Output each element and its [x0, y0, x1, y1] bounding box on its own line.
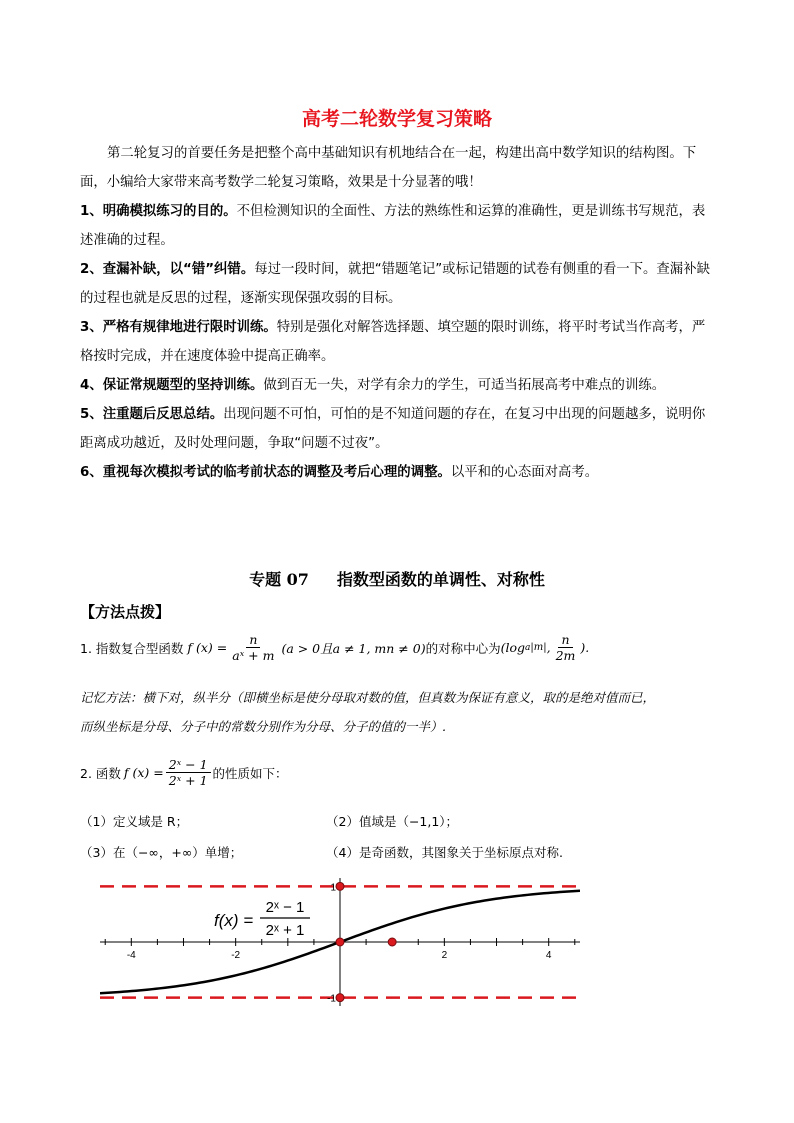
strategy-item-text-cont: 距离成功越近，及时处理问题，争取“问题不过夜”。 — [80, 436, 389, 451]
point-2-formula — [80, 757, 288, 788]
topic-name: 指数型函数的单调性、对称性 — [336, 570, 545, 589]
intro-line-2: 面，小编给大家带来高考数学二轮复习策略，效果是十分显著的哦！ — [80, 175, 482, 190]
strategy-item-text-cont: 述准确的过程。 — [80, 233, 174, 248]
strategy-item-1 — [80, 197, 730, 255]
graph-point — [336, 994, 344, 1002]
point-1-mid: 的对称中心为 — [425, 640, 501, 656]
point-1-fx: f (x) = — [187, 640, 228, 655]
intro-paragraph — [80, 139, 730, 197]
strategy-item-text: 每过一段时间，就把“错题笔记”或标记错题的试卷有侧重的看一下。查漏补缺 — [254, 262, 710, 277]
strategy-item-text-cont: 的过程也就是反思的过程，逐渐实现保强攻弱的目标。 — [80, 291, 402, 306]
point-1-formula — [80, 632, 589, 663]
function-graph — [100, 878, 580, 1006]
strategy-item-heading: 2、查漏补缺，以“错”纠错。 — [80, 262, 255, 277]
strategy-item-5 — [80, 400, 730, 458]
strategy-item-text: 以平和的心态面对高考。 — [450, 465, 599, 480]
point-1-center-numerator: n — [558, 632, 572, 648]
strategy-item-heading: 5、注重题后反思总结。 — [80, 407, 224, 422]
y-tick-label: 1 — [330, 882, 336, 894]
point-1-fraction — [229, 632, 277, 663]
formula-lhs: f(x) = — [214, 911, 254, 930]
strategy-item-6 — [80, 458, 730, 487]
page-title: 高考二轮数学复习策略 — [301, 108, 492, 130]
point-2-prefix: 2. 函数 — [80, 765, 121, 781]
strategy-item-text: 出现问题不可怕，可怕的是不知道问题的存在，在复习中出现的问题越多，说明你 — [223, 407, 706, 422]
strategy-item-4 — [80, 371, 730, 400]
point-2-fraction — [166, 757, 211, 788]
point-2-fx: f (x) = — [123, 765, 164, 780]
point-1-denominator: aˣ + m — [232, 648, 275, 663]
x-tick-label: 4 — [545, 950, 552, 961]
point-1-center-sub: a — [525, 642, 531, 653]
memory-line-1: 记忆方法：横下对，纵半分（即横坐标是使分母取对数的值，但真数为保证有意义，取的是绝对值而已， — [80, 690, 656, 705]
strategy-item-text: 特别是强化对解答选择题、填空题的限时训练，将平时考试当作高考，严 — [276, 320, 706, 335]
point-2-numerator: 2ˣ − 1 — [166, 757, 211, 773]
graph-point — [388, 938, 396, 946]
x-tick-label: -4 — [126, 950, 136, 961]
point-2-suffix: 的性质如下： — [212, 765, 288, 781]
graph-formula — [214, 899, 310, 939]
point-1-center-denominator: 2m — [555, 648, 576, 663]
memory-line-2: 而纵坐标是分母、分子中的常数分别作为分母、分子的值的一半）. — [80, 719, 447, 734]
graph-point — [336, 938, 344, 946]
point-1-center-left: (log — [500, 640, 525, 655]
strategy-item-text-cont: 格按时完成，并在速度体验中提高正确率。 — [80, 349, 335, 364]
topic-number: 专题 07 — [249, 570, 309, 589]
formula-denominator: 2ˣ + 1 — [265, 922, 305, 939]
property-monotonic: （3）在（−∞，+∞）单增； — [80, 845, 243, 860]
property-domain: （1）定义域是 R； — [80, 814, 189, 829]
point-1-center-abs: |m| — [530, 642, 547, 653]
point-1-comma: , — [546, 640, 551, 655]
y-tick-label: -1 — [327, 993, 336, 1005]
point-1-center-fraction — [553, 632, 579, 663]
x-tick-label: 2 — [441, 950, 448, 961]
strategy-item-heading: 3、严格有规律地进行限时训练。 — [80, 320, 277, 335]
strategy-item-2 — [80, 255, 730, 313]
point-2-denominator: 2ˣ + 1 — [168, 773, 208, 788]
strategy-item-text: 做到百无一失，对学有余力的学生，可适当拓展高考中难点的训练。 — [263, 378, 666, 393]
method-heading: 【方法点拨】 — [80, 603, 171, 621]
point-1-condition: (a > 0且a ≠ 1, mn ≠ 0) — [281, 640, 426, 656]
strategy-item-heading: 4、保证常规题型的坚持训练。 — [80, 378, 264, 393]
x-tick-label: -2 — [231, 950, 241, 961]
formula-numerator: 2ˣ − 1 — [265, 899, 305, 916]
property-range: （2）值域是（−1,1）； — [326, 814, 459, 829]
point-1-prefix: 1. 指数复合型函数 — [80, 640, 184, 656]
point-1-numerator: n — [246, 632, 260, 648]
strategy-item-text: 不但检测知识的全面性、方法的熟练性和运算的准确性，更是训练书写规范，表 — [236, 204, 706, 219]
intro-line-1: 第二轮复习的首要任务是把整个高中基础知识有机地结合在一起，构建出高中数学知识的结构图。下 — [107, 146, 697, 161]
strategy-item-heading: 1、明确模拟练习的目的。 — [80, 204, 237, 219]
memory-method — [80, 683, 730, 741]
property-odd: （4）是奇函数，其图象关于坐标原点对称. — [326, 845, 563, 860]
graph-point — [336, 882, 344, 890]
strategy-list — [80, 197, 730, 487]
strategy-item-heading: 6、重视每次模拟考试的临考前状态的调整及考后心理的调整。 — [80, 465, 451, 480]
strategy-item-3 — [80, 313, 730, 371]
topic-title — [0, 567, 794, 590]
point-1-center-right: ). — [580, 640, 590, 655]
